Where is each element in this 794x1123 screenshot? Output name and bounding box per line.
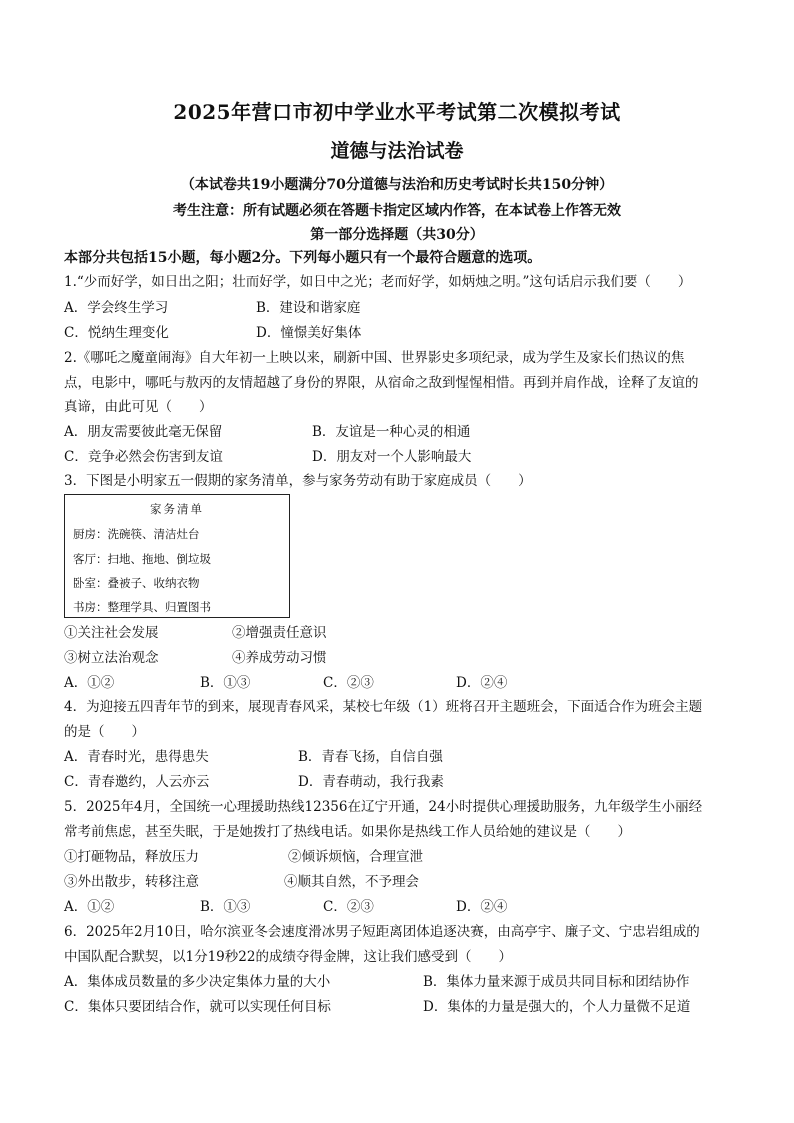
q3-statement-3: ③树立法治观念 [64,650,159,666]
q2-option-a: A．朋友需要彼此毫无保留 [64,424,223,440]
q6-stem-line-1: 6．2025年2月10日，哈尔滨亚冬会速度滑冰男子短距离团体追逐决赛，由高亭宇、廉子文、宁忠岩组成的 [64,924,700,940]
q1-option-c: C．悦纳生理变化 [64,325,169,341]
q6-stem-line-2: 中国队配合默契，以1分19秒22的成绩夺得金牌，这让我们感受到（ ） [64,949,512,965]
q3-option-a: A．①② [64,675,115,691]
q2-stem-line-2: 点，电影中，哪吒与敖丙的友情超越了身份的界限，从宿命之敌到惺惺相惜。再到并肩作战，诠释了友谊的 [64,375,699,391]
exam-notice: 考生注意：所有试题必须在答题卡指定区域内作答，在本试卷上作答无效 [173,203,621,219]
part-heading: 第一部分选择题（共30分） [310,227,484,243]
q5-statement-2: ②倾诉烦恼，合理宣泄 [288,849,423,865]
q1-option-b: B．建设和谐家庭 [256,300,361,316]
q4-stem-line-2: 的是（ ） [64,724,145,740]
q3-option-c: C．②③ [323,675,374,691]
q2-stem-line-3: 真谛，由此可见（ ） [64,399,213,415]
q2-stem-line-1: 2.《哪吒之魔童闹海》自大年初一上映以来，刷新中国、世界影史多项纪录，成为学生及家长们热议的焦 [64,350,685,366]
q6-option-d: D．集体的力量是强大的，个人力量微不足道 [423,999,691,1015]
q5-stem-line-2: 常考前焦虑，甚至失眠，于是她拨打了热线电话。如果你是热线工作人员给她的建议是（ ） [64,824,631,840]
q4-stem-line-1: 4．为迎接五四青年节的到来，展现青春风采，某校七年级（1）班将召开主题班会，下面适合作为班会主题 [64,699,703,715]
q5-option-d: D．②④ [456,899,508,915]
chore-list-title: 家务清单 [150,502,204,516]
chore-row-living-room: 客厅：扫地、拖地、倒垃圾 [73,552,211,566]
q5-statement-1: ①打砸物品，释放压力 [64,849,199,865]
chore-row-study: 书房：整理学具、归置图书 [73,600,211,614]
section-note: 本部分共包括15小题，每小题2分。下列每小题只有一个最符合题意的选项。 [64,250,542,266]
chore-row-bedroom: 卧室：叠被子、收纳衣物 [73,576,200,590]
q3-statement-4: ④养成劳动习惯 [232,650,327,666]
q5-option-b: B．①③ [200,899,251,915]
q5-statement-4: ④顺其自然，不予理会 [284,874,419,890]
q5-option-a: A．①② [64,899,115,915]
q5-stem-line-1: 5．2025年4月，全国统一心理援助热线12356在辽宁开通，24小时提供心理援助服务，九年级学生小丽经 [64,799,703,815]
q1-option-a: A．学会终生学习 [64,300,169,316]
q3-statement-1: ①关注社会发展 [64,625,159,641]
q5-option-c: C．②③ [323,899,374,915]
q3-option-b: B．①③ [200,675,251,691]
q1-stem: 1.“少而好学，如日出之阳；壮而好学，如日中之光；老而好学，如炳烛之明。”这句话启示我们要（ ） [64,274,692,290]
q4-option-b: B．青春飞扬，自信自强 [298,749,443,765]
q6-option-c: C．集体只要团结合作，就可以实现任何目标 [64,999,331,1015]
q5-statement-3: ③外出散步，转移注意 [64,874,199,890]
chore-list-figure [64,494,290,618]
exam-info: （本试卷共19小题满分70分道德与法治和历史考试时长共150分钟） [180,177,614,193]
exam-title: 2025年营口市初中学业水平考试第二次模拟考试 [173,100,621,124]
q1-option-d: D．憧憬美好集体 [256,325,362,341]
q3-statement-2: ②增强责任意识 [232,625,327,641]
q6-option-a: A．集体成员数量的多少决定集体力量的大小 [64,974,331,990]
q4-option-d: D．青春萌动，我行我素 [298,774,444,790]
q2-option-b: B．友谊是一种心灵的相通 [312,424,471,440]
q6-option-b: B．集体力量来源于成员共同目标和团结协作 [423,974,690,990]
exam-subtitle: 道德与法治试卷 [330,140,464,162]
q2-option-c: C．竞争必然会伤害到友谊 [64,449,223,465]
q2-option-d: D．朋友对一个人影响最大 [312,449,472,465]
q4-option-a: A．青春时光，患得患失 [64,749,209,765]
q3-option-d: D．②④ [456,675,508,691]
chore-row-kitchen: 厨房：洗碗筷、清洁灶台 [73,527,200,541]
q4-option-c: C．青春邀约，人云亦云 [64,774,210,790]
q3-stem: 3．下图是小明家五一假期的家务清单，参与家务劳动有助于家庭成员（ ） [64,473,532,489]
